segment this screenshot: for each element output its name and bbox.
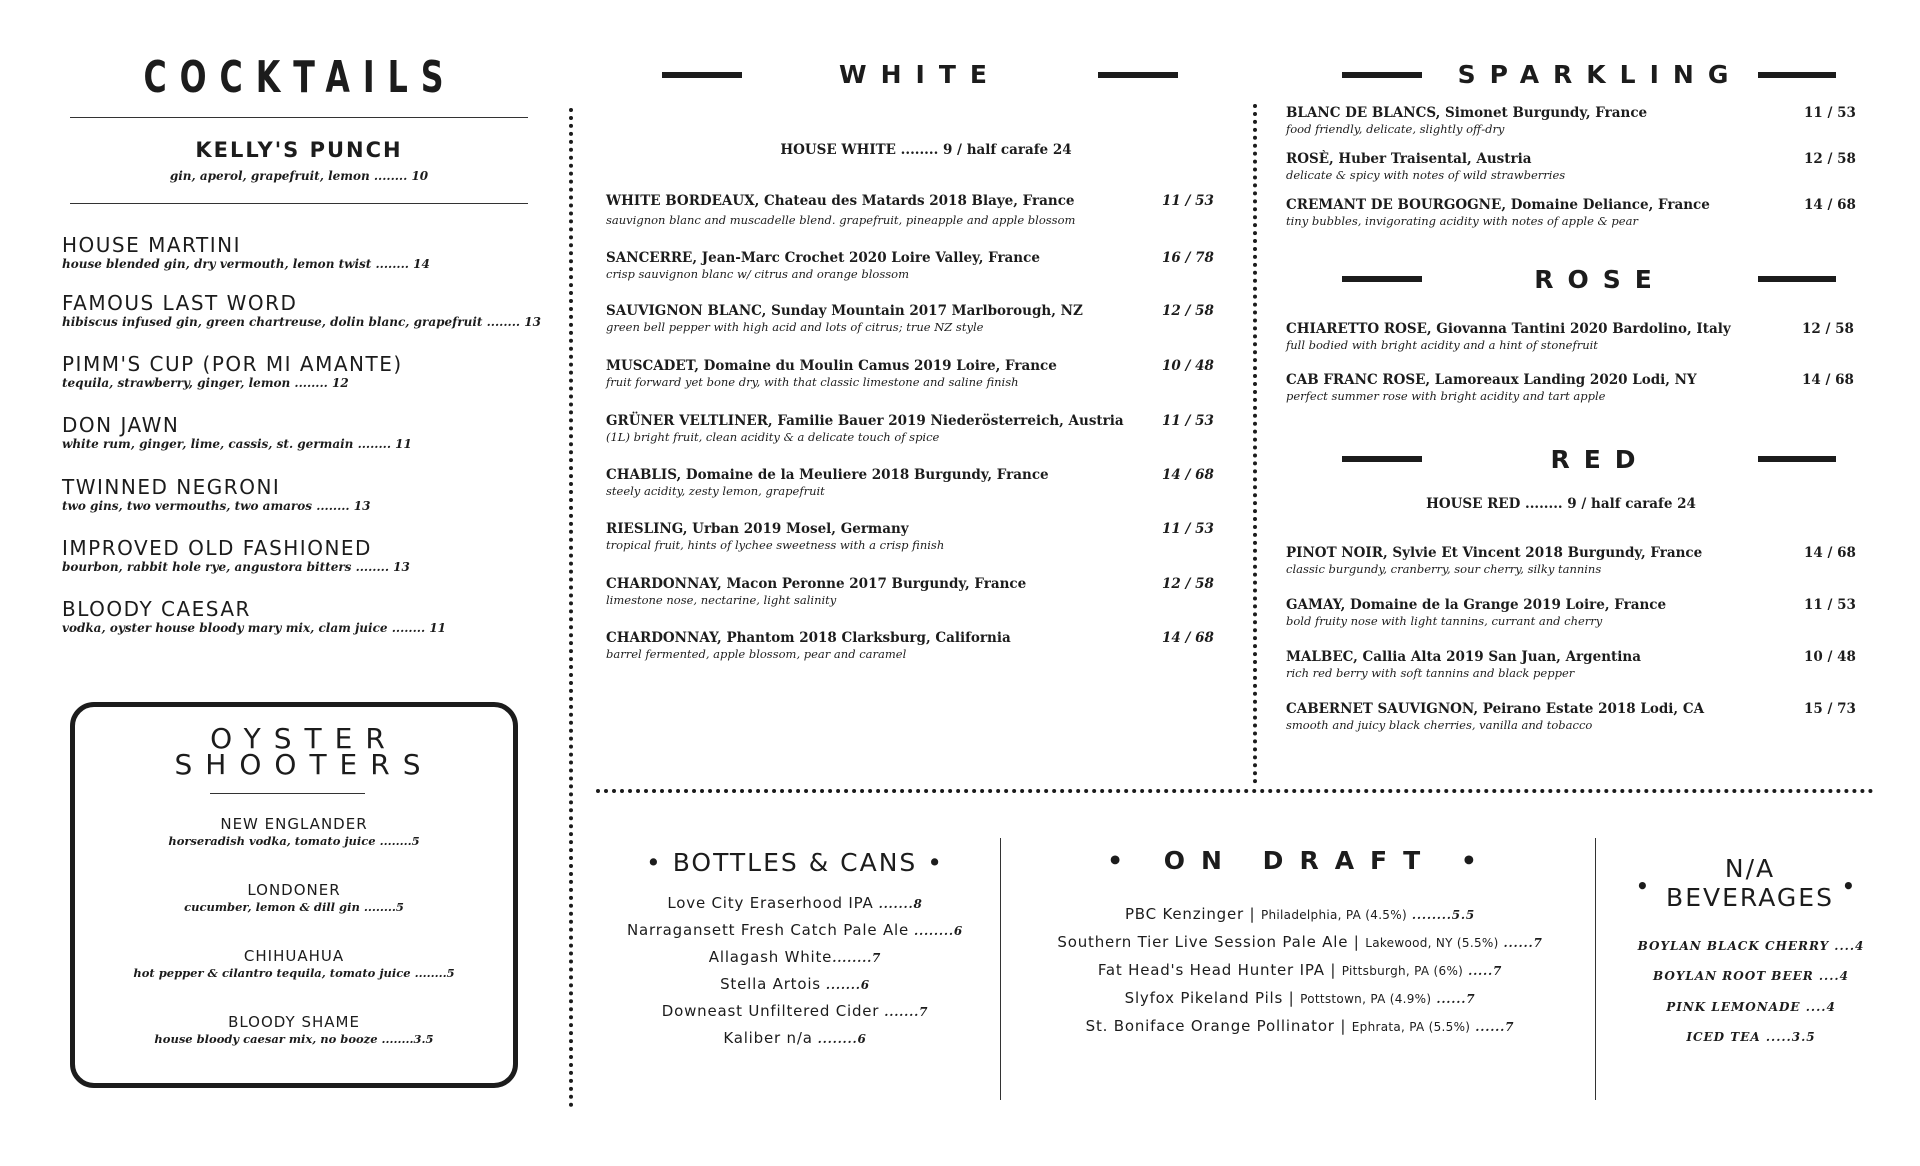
- draft-name: St. Boniface Orange Pollinator |: [1085, 1017, 1352, 1035]
- draft-location: Pittsburgh, PA (6%): [1341, 964, 1464, 978]
- wine-row: [1286, 371, 1697, 404]
- wine-desc: smooth and juicy black cherries, vanilla and tobacco: [1286, 718, 1593, 732]
- wine-price: 11 / 53: [1804, 597, 1856, 613]
- draft-item: [1010, 932, 1590, 953]
- red-left-bar: [1342, 456, 1422, 462]
- bottle-item: [600, 893, 990, 914]
- wine-name: WHITE BORDEAUX, Chateau des Matards 2018 Blaye, France: [606, 193, 1075, 209]
- wine-row: [606, 629, 1011, 662]
- rose-left-bar: [1342, 276, 1422, 282]
- wine-price: 14 / 68: [1804, 197, 1856, 213]
- cocktail-name: DON JAWN: [62, 413, 180, 437]
- wine-row: [606, 412, 1124, 445]
- wine-row: [1286, 544, 1702, 577]
- cocktail-desc: tequila, strawberry, ginger, lemon ........ 12: [62, 376, 349, 390]
- wine-desc: rich red berry with soft tannins and black pepper: [1286, 666, 1575, 680]
- cocktail-desc: white rum, ginger, lime, cassis, st. germain ........ 11: [62, 437, 412, 451]
- white-title: WHITE: [839, 60, 1001, 89]
- house-white: HOUSE WHITE ........ 9 / half carafe 24: [780, 142, 1072, 158]
- cocktail-item: [62, 537, 542, 575]
- wine-name: PINOT NOIR, Sylvie Et Vincent 2018 Burgundy, France: [1286, 545, 1703, 561]
- wine-price: 12 / 58: [1162, 303, 1214, 319]
- house-red: HOUSE RED ........ 9 / half carafe 24: [1426, 496, 1696, 512]
- wine-desc: fruit forward yet bone dry, with that classic limestone and saline finish: [606, 375, 1019, 389]
- oyster-title-line1: OYSTER: [210, 722, 398, 755]
- na-item: BOYLAN ROOT BEER ....4: [1653, 969, 1849, 983]
- na-item: ICED TEA .....3.5: [1686, 1030, 1816, 1044]
- white-right-bar: [1098, 72, 1178, 78]
- draft-name: Southern Tier Live Session Pale Ale |: [1057, 933, 1366, 951]
- wine-desc: full bodied with bright acidity and a hint of stonefruit: [1286, 338, 1598, 352]
- na-title-line2: BEVERAGES: [1666, 883, 1834, 912]
- bottle-dots: ........: [909, 924, 954, 938]
- bottle-item: [600, 1028, 990, 1049]
- cocktails-bottom-rule: [70, 203, 528, 204]
- bottle-name: Kaliber n/a: [723, 1029, 813, 1047]
- oyster-title-rule: [210, 793, 365, 794]
- cocktail-name: PIMM'S CUP (POR MI AMANTE): [62, 352, 403, 376]
- draft-price: 7: [1533, 936, 1543, 950]
- wine-price: 10 / 48: [1162, 358, 1214, 374]
- middle-dotted-divider: [1253, 104, 1257, 784]
- wine-desc: barrel fermented, apple blossom, pear and caramel: [606, 647, 907, 661]
- left-dotted-divider: [569, 108, 573, 1108]
- wine-row: [606, 192, 1075, 228]
- draft-location: Pottstown, PA (4.9%): [1300, 992, 1432, 1006]
- wine-price: 14 / 68: [1802, 372, 1854, 388]
- wine-desc: tropical fruit, hints of lychee sweetness with a crisp finish: [606, 538, 945, 552]
- draft-dots: .....: [1463, 964, 1493, 978]
- cocktail-item: [62, 292, 542, 330]
- draft-price: 5.5: [1451, 908, 1476, 922]
- wine-price: 14 / 68: [1804, 545, 1856, 561]
- wine-name: SAUVIGNON BLANC, Sunday Mountain 2017 Marlborough, NZ: [606, 303, 1083, 319]
- wine-name: CABERNET SAUVIGNON, Peirano Estate 2018 Lodi, CA: [1286, 701, 1705, 717]
- wine-name: MUSCADET, Domaine du Moulin Camus 2019 Loire, France: [606, 358, 1057, 374]
- red-title: RED: [1550, 445, 1650, 474]
- cocktail-name: BLOODY CAESAR: [62, 597, 251, 621]
- wine-desc: green bell pepper with high acid and lots of citrus; true NZ style: [606, 320, 984, 334]
- bottle-item: [600, 974, 990, 995]
- featured-cocktail-desc: gin, aperol, grapefruit, lemon ........ 10: [169, 169, 429, 183]
- bottle-dots: ........: [832, 951, 873, 965]
- na-title-line1: N/A: [1724, 854, 1776, 883]
- bottle-price: 6: [860, 978, 870, 992]
- wine-name: CAB FRANC ROSE, Lamoreaux Landing 2020 Lodi, NY: [1286, 372, 1697, 388]
- draft-location: Lakewood, NY (5.5%): [1365, 936, 1499, 950]
- wine-name: CHABLIS, Domaine de la Meuliere 2018 Burgundy, France: [606, 467, 1049, 483]
- bottle-dots: ........: [812, 1032, 858, 1046]
- oyster-desc: horseradish vodka, tomato juice ........5: [168, 834, 420, 848]
- cocktail-name: FAMOUS LAST WORD: [62, 291, 298, 315]
- red-right-bar: [1758, 456, 1836, 462]
- draft-dots: ........: [1406, 908, 1452, 922]
- draft-dots: ......: [1431, 992, 1467, 1006]
- cocktail-desc: house blended gin, dry vermouth, lemon twist ........ 14: [62, 257, 430, 271]
- sparkling-right-bar: [1758, 72, 1836, 78]
- draft-price: 7: [1466, 992, 1476, 1006]
- wine-desc: food friendly, delicate, slightly off-dry: [1286, 122, 1505, 136]
- bottle-item: [600, 920, 990, 941]
- wine-price: 11 / 53: [1804, 105, 1856, 121]
- bottle-item: [600, 947, 990, 968]
- wine-price: 15 / 73: [1804, 701, 1856, 717]
- wine-desc: (1L) bright fruit, clean acidity & a delicate touch of spice: [606, 430, 940, 444]
- bottom-divider-1: [1000, 838, 1001, 1100]
- oyster-item: [75, 881, 513, 915]
- wine-name: CREMANT DE BOURGOGNE, Domaine Deliance, France: [1286, 197, 1710, 213]
- cocktail-item: [62, 234, 542, 272]
- cocktail-item: [62, 598, 542, 636]
- wine-desc: steely acidity, zesty lemon, grapefruit: [606, 484, 825, 498]
- wine-name: GRÜNER VELTLINER, Familie Bauer 2019 Niederösterreich, Austria: [606, 413, 1124, 429]
- white-left-bar: [662, 72, 742, 78]
- draft-name: Fat Head's Head Hunter IPA |: [1097, 961, 1342, 979]
- oyster-item: [75, 1013, 513, 1047]
- oyster-shooters-box: [70, 702, 518, 1088]
- wine-row: [1286, 320, 1731, 353]
- wine-desc: crisp sauvignon blanc w/ citrus and orange blossom: [606, 267, 909, 281]
- sparkling-left-bar: [1342, 72, 1422, 78]
- cocktail-desc: hibiscus infused gin, green chartreuse, dolin blanc, grapefruit ........ 13: [62, 315, 541, 329]
- draft-price: 7: [1493, 964, 1503, 978]
- wine-desc: classic burgundy, cranberry, sour cherry, silky tannins: [1286, 562, 1602, 576]
- wine-desc: bold fruity nose with light tannins, currant and cherry: [1286, 614, 1603, 628]
- na-item: BOYLAN BLACK CHERRY ....4: [1637, 939, 1865, 953]
- wine-row: [606, 302, 1083, 335]
- horizontal-dotted-divider: [596, 789, 1874, 793]
- wine-desc: perfect summer rose with bright acidity and tart apple: [1286, 389, 1606, 403]
- bottle-item: [600, 1001, 990, 1022]
- cocktail-name: TWINNED NEGRONI: [62, 475, 281, 499]
- cocktail-item: [62, 353, 542, 391]
- bottle-price: 6: [857, 1032, 867, 1046]
- wine-name: GAMAY, Domaine de la Grange 2019 Loire, France: [1286, 597, 1667, 613]
- wine-desc: sauvignon blanc and muscadelle blend. grapefruit, pineapple and apple blossom: [606, 213, 1076, 227]
- wine-row: [1286, 104, 1647, 137]
- featured-cocktail-name: KELLY'S PUNCH: [195, 138, 403, 162]
- draft-title: • ON DRAFT •: [1107, 846, 1493, 875]
- draft-dots: ......: [1498, 936, 1534, 950]
- bottle-price: 8: [913, 897, 923, 911]
- bottle-name: Love City Eraserhood IPA: [667, 894, 874, 912]
- wine-desc: tiny bubbles, invigorating acidity with notes of apple & pear: [1286, 214, 1638, 228]
- wine-row: [1286, 700, 1704, 733]
- wine-row: [1286, 648, 1641, 681]
- bottle-price: 7: [919, 1005, 929, 1019]
- wine-price: 16 / 78: [1162, 250, 1214, 266]
- wine-price: 12 / 58: [1162, 576, 1214, 592]
- draft-location: Ephrata, PA (5.5%): [1351, 1020, 1471, 1034]
- wine-desc: delicate & spicy with notes of wild strawberries: [1286, 168, 1566, 182]
- cocktails-title: COCKTAILS: [143, 52, 457, 103]
- wine-row: [1286, 150, 1565, 183]
- wine-name: ROSÈ, Huber Traisental, Austria: [1286, 151, 1532, 167]
- oyster-desc: hot pepper & cilantro tequila, tomato juice ........5: [133, 966, 455, 980]
- wine-price: 11 / 53: [1162, 413, 1214, 429]
- wine-row: [606, 357, 1057, 390]
- oyster-name: BLOODY SHAME: [228, 1013, 360, 1031]
- cocktail-item: [62, 476, 542, 514]
- wine-name: RIESLING, Urban 2019 Mosel, Germany: [606, 521, 909, 537]
- wine-name: CHARDONNAY, Phantom 2018 Clarksburg, California: [606, 630, 1011, 646]
- bottle-price: 7: [872, 951, 882, 965]
- rose-title: ROSE: [1534, 265, 1666, 294]
- bottle-name: Allagash White: [708, 948, 833, 966]
- wine-name: CHARDONNAY, Macon Peronne 2017 Burgundy, France: [606, 576, 1027, 592]
- cocktail-desc: bourbon, rabbit hole rye, angustora bitters ........ 13: [62, 560, 410, 574]
- sparkling-title: SPARKLING: [1457, 60, 1743, 89]
- wine-row: [606, 466, 1049, 499]
- draft-name: Slyfox Pikeland Pils |: [1124, 989, 1301, 1007]
- draft-price: 7: [1505, 1020, 1515, 1034]
- wine-desc: limestone nose, nectarine, light salinity: [606, 593, 837, 607]
- cocktails-top-rule: [70, 117, 528, 118]
- bottom-divider-2: [1595, 838, 1596, 1100]
- draft-name: PBC Kenzinger |: [1124, 905, 1261, 923]
- draft-item: [1010, 904, 1590, 925]
- cocktail-name: IMPROVED OLD FASHIONED: [62, 536, 372, 560]
- draft-item: [1010, 960, 1590, 981]
- wine-price: 14 / 68: [1162, 467, 1214, 483]
- wine-price: 10 / 48: [1804, 649, 1856, 665]
- wine-name: CHIARETTO ROSE, Giovanna Tantini 2020 Bardolino, Italy: [1286, 321, 1731, 337]
- draft-dots: ......: [1470, 1020, 1506, 1034]
- oyster-name: CHIHUAHUA: [243, 947, 345, 965]
- bottle-dots: .......: [820, 978, 861, 992]
- bottle-name: Narragansett Fresh Catch Pale Ale: [627, 921, 910, 939]
- cocktail-desc: two gins, two vermouths, two amaros ........ 13: [62, 499, 371, 513]
- wine-row: [1286, 596, 1666, 629]
- oyster-desc: cucumber, lemon & dill gin ........5: [184, 900, 404, 914]
- wine-row: [1286, 196, 1710, 229]
- wine-price: 14 / 68: [1162, 630, 1214, 646]
- bottle-price: 6: [953, 924, 963, 938]
- cocktail-name: HOUSE MARTINI: [62, 233, 241, 257]
- wine-price: 12 / 58: [1804, 151, 1856, 167]
- draft-location: Philadelphia, PA (4.5%): [1260, 908, 1407, 922]
- na-bullet-left: •: [1636, 874, 1649, 898]
- draft-item: [1010, 1016, 1590, 1037]
- cocktail-desc: vodka, oyster house bloody mary mix, clam juice ........ 11: [62, 621, 447, 635]
- wine-name: MALBEC, Callia Alta 2019 San Juan, Argentina: [1286, 649, 1641, 665]
- bottle-name: Stella Artois: [720, 975, 821, 993]
- wine-name: SANCERRE, Jean-Marc Crochet 2020 Loire Valley, France: [606, 250, 1040, 266]
- na-bullet-right: •: [1842, 874, 1855, 898]
- wine-price: 11 / 53: [1162, 521, 1214, 537]
- oyster-name: LONDONER: [247, 881, 341, 899]
- bottles-title: • BOTTLES & CANS •: [646, 848, 944, 877]
- wine-row: [606, 575, 1026, 608]
- bottle-dots: .......: [879, 1005, 920, 1019]
- na-item: PINK LEMONADE ....4: [1666, 1000, 1836, 1014]
- wine-name: BLANC DE BLANCS, Simonet Burgundy, France: [1286, 105, 1648, 121]
- draft-item: [1010, 988, 1590, 1009]
- wine-price: 12 / 58: [1802, 321, 1854, 337]
- oyster-title-line2: SHOOTERS: [174, 748, 434, 781]
- wine-row: [606, 249, 1040, 282]
- rose-right-bar: [1758, 276, 1836, 282]
- wine-row: [606, 520, 944, 553]
- wine-price: 11 / 53: [1162, 193, 1214, 209]
- oyster-name: NEW ENGLANDER: [220, 815, 368, 833]
- oyster-item: [75, 815, 513, 849]
- bottle-dots: .......: [873, 897, 914, 911]
- cocktail-item: [62, 414, 542, 452]
- oyster-desc: house bloody caesar mix, no booze ........3.5: [154, 1032, 434, 1046]
- bottle-name: Downeast Unfiltered Cider: [661, 1002, 880, 1020]
- oyster-item: [75, 947, 513, 981]
